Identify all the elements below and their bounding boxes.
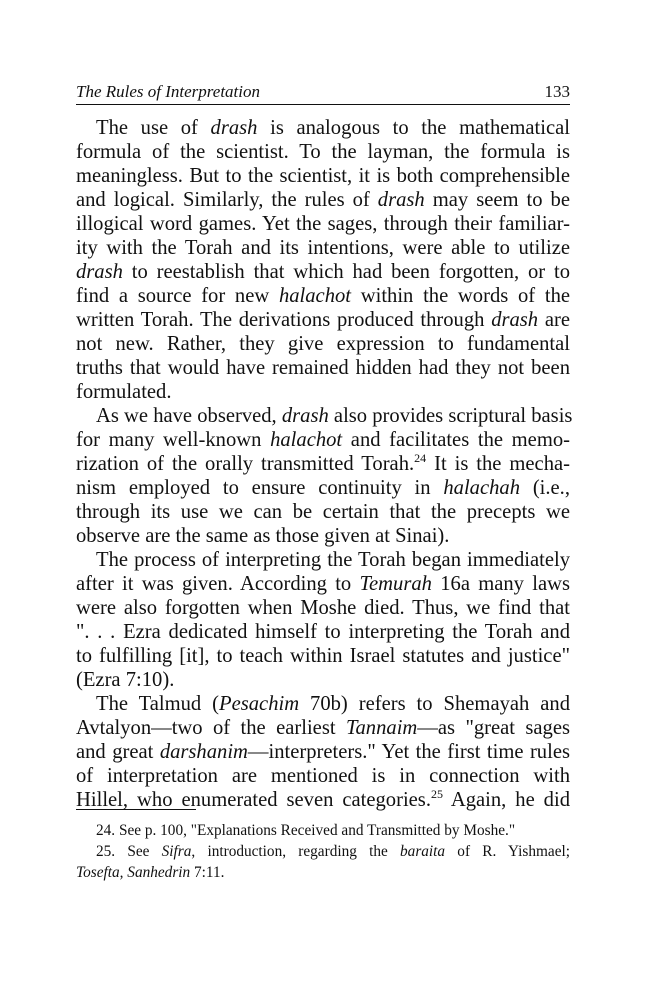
italic-text: drash — [281, 405, 329, 427]
text-segment: of R. Yishmael; — [445, 843, 570, 860]
text-line — [76, 716, 570, 740]
text-segment: meaningless. But to the scientist, it is both comprehensible — [76, 165, 570, 187]
italic-text: Pesachim — [219, 693, 300, 715]
text-segment: and facilitates the memo- — [342, 429, 570, 451]
italic-text: drash — [491, 309, 539, 331]
note-reference: 25 — [430, 787, 443, 801]
text-line — [76, 356, 570, 380]
italic-text: halachot — [270, 429, 343, 451]
text-line — [76, 596, 570, 620]
text-line — [76, 332, 570, 356]
text-line — [76, 644, 570, 668]
text-segment: Avtalyon—two of the earliest — [76, 717, 346, 739]
text-line — [76, 428, 570, 452]
text-line — [76, 260, 570, 284]
text-segment: —interpreters." Yet the first time rules — [247, 741, 570, 763]
text-line — [76, 452, 570, 476]
footnotes — [76, 820, 570, 883]
text-segment: illogical word games. Yet the sages, through their familiar- — [76, 213, 570, 235]
text-line — [76, 236, 570, 260]
text-segment: find a source for new — [76, 285, 279, 307]
text-line — [76, 116, 570, 140]
text-segment: observe are the same as those given at Sinai). — [76, 525, 450, 547]
text-segment: (i.e., — [520, 477, 570, 499]
text-segment: to reestablish that which had been forgotten, or to — [122, 261, 570, 283]
text-segment: and logical. Similarly, the rules of — [76, 189, 378, 211]
text-segment: also provides scriptural basis — [328, 405, 573, 427]
text-line — [76, 404, 573, 428]
text-segment: not new. Rather, they give expression to fundamental — [76, 333, 570, 355]
italic-text: baraita — [400, 843, 446, 860]
text-segment: The process of interpreting the Torah began immediately — [96, 549, 570, 571]
page-number: 133 — [544, 82, 570, 101]
text-line — [76, 692, 570, 716]
text-segment: are — [538, 309, 570, 331]
text-segment: Hillel, who enumerated seven categories. — [76, 789, 431, 811]
text-segment: nism employed to ensure continuity in — [76, 477, 444, 499]
text-line — [76, 620, 570, 644]
text-line — [76, 548, 570, 572]
body-text — [76, 116, 573, 812]
italic-text: drash — [76, 261, 123, 283]
italic-text: Temurah — [359, 573, 432, 595]
footnote-divider — [76, 809, 196, 810]
text-segment: —as "great sages — [417, 717, 571, 739]
footnote-line — [76, 862, 570, 883]
text-line — [76, 500, 570, 524]
text-line — [76, 212, 570, 236]
text-segment: 16a many laws — [431, 573, 570, 595]
text-line — [76, 164, 570, 188]
text-segment: for many well-known — [76, 429, 271, 451]
text-segment: , introduction, regarding the — [191, 843, 401, 860]
text-line — [76, 740, 570, 764]
running-head: The Rules of Interpretation — [76, 82, 260, 101]
text-line — [76, 524, 570, 548]
text-segment: written Torah. The derivations produced through — [76, 309, 492, 331]
note-reference: 24 — [414, 451, 427, 465]
text-line — [76, 188, 570, 212]
italic-text: halachot — [278, 285, 352, 307]
text-line — [76, 140, 570, 164]
italic-text: Tannaim — [345, 717, 418, 739]
text-segment: The use of — [96, 117, 211, 139]
footnote-line — [76, 820, 570, 841]
text-line — [76, 668, 570, 692]
footnote-line — [76, 841, 570, 862]
text-segment: were also forgotten when Moshe died. Thus, we find that — [76, 597, 570, 619]
text-segment: It is the mecha- — [426, 453, 570, 475]
text-segment: 70b) refers to Shemayah and — [299, 693, 570, 715]
text-segment: formulated. — [76, 381, 172, 403]
text-segment: (Ezra 7:10). — [76, 669, 175, 691]
text-segment: As we have observed, — [96, 405, 282, 427]
italic-text: darshanim — [159, 741, 248, 763]
text-line — [76, 308, 570, 332]
text-segment: truths that would have remained hidden had they not been — [76, 357, 570, 379]
text-line — [76, 572, 570, 596]
text-line — [76, 476, 570, 500]
text-segment: formula of the scientist. To the layman, the formula is — [76, 141, 570, 163]
text-segment: may seem to be — [424, 189, 570, 211]
text-segment: is analogous to the mathematical — [257, 117, 570, 139]
text-segment: rization of the orally transmitted Torah. — [76, 453, 415, 475]
text-segment: ". . . Ezra dedicated himself to interpreting the Torah and — [76, 621, 570, 643]
italic-text: Sifra — [161, 843, 192, 860]
text-segment: and great — [76, 741, 160, 763]
italic-text: drash — [377, 189, 425, 211]
text-segment: The Talmud ( — [96, 693, 220, 715]
text-segment: through its use we can be certain that the precepts we — [76, 501, 570, 523]
italic-text: drash — [210, 117, 258, 139]
text-segment: 24. See p. 100, "Explanations Received and Transmitted by Moshe." — [96, 822, 516, 839]
text-segment: 7:11. — [190, 864, 225, 881]
text-segment: within the words of the — [351, 285, 571, 307]
text-segment: after it was given. According to — [76, 573, 360, 595]
italic-text: Tosefta, Sanhedrin — [76, 864, 191, 881]
text-line — [76, 284, 570, 308]
italic-text: halachah — [443, 477, 521, 499]
text-segment: Again, he did — [442, 789, 570, 811]
page-header — [76, 80, 570, 105]
text-segment: 25. See — [96, 843, 162, 860]
text-segment: ity with the Torah and its intentions, were able to utilize — [76, 237, 570, 259]
text-line — [76, 380, 570, 404]
text-line — [76, 764, 570, 788]
text-segment: of interpretation are mentioned is in connection with — [76, 765, 570, 787]
text-segment: to fulfilling [it], to teach within Israel statutes and justice" — [76, 645, 570, 667]
